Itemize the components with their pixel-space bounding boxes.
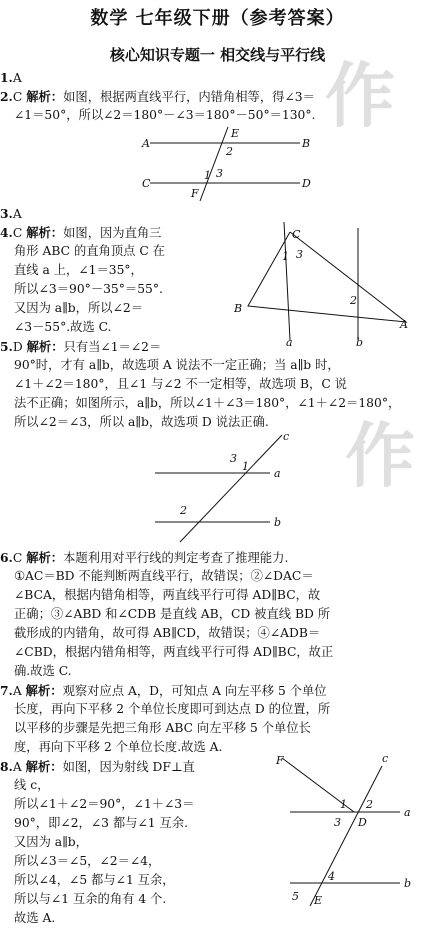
angle-1: 1 <box>340 798 347 811</box>
figure-q5 <box>150 430 300 545</box>
label-B: B <box>302 137 311 150</box>
transversal-ef <box>200 127 228 201</box>
answer-6-line: 正确；③∠ABD 和∠CDB 是直线 AB，CD 被直线 BD 所 <box>14 607 331 621</box>
figure-q2 <box>140 125 315 205</box>
answer-4-line: 所以∠3＝90°－35°＝55°. <box>14 282 163 296</box>
label-c: c <box>382 752 389 765</box>
figure-q4 <box>228 222 418 347</box>
answer-5-line: ∠1＋∠2＝180°，且∠1 与∠2 不一定相等，故选项 B，C 说 <box>14 377 347 391</box>
label-C: C <box>292 228 301 241</box>
angle-2: 2 <box>226 145 233 158</box>
answer-4-line: 又因为 a∥b，所以∠2＝ <box>14 301 143 315</box>
angle-1: 1 <box>204 169 211 182</box>
angle-2: 2 <box>366 798 373 811</box>
answer-6-line: ∠CBD，根据内错角相等，两直线平行可得 AD∥BC，故正 <box>14 645 334 659</box>
label-D: D <box>358 816 367 829</box>
answer-8-line: 线 c， <box>14 778 50 792</box>
answer-8: 8.A 解析：如图，因为射线 DF⊥直 <box>0 759 195 774</box>
angle-3: 3 <box>296 248 303 261</box>
answer-8-line: 所以∠3＝∠5，∠2＝∠4， <box>14 854 161 868</box>
answer-8-line: 故选 A. <box>14 911 56 925</box>
answer-5-line: 所以∠2＝∠3，所以 a∥b，故选项 D 说法正确. <box>14 415 269 429</box>
angle-1: 1 <box>242 460 249 473</box>
answer-6: 6.C 解析：本题利用对平行线的判定考查了推理能力. <box>0 550 289 565</box>
answer-2-line: ∠1＝50°，所以∠2＝180°－∠3＝180°－50°＝130°. <box>14 108 316 122</box>
answer-6-line: 截形成的内错角，故可得 AB∥CD，故错误；④∠ADB＝ <box>14 626 321 640</box>
answer-7-line: 长度，再向下平移 2 个单位长度即可到达点 D 的位置，所 <box>14 702 331 716</box>
label-a: a <box>404 806 411 819</box>
angle-2: 2 <box>180 504 187 517</box>
label-b: b <box>404 877 412 890</box>
answer-5: 5.D 解析：只有当∠1＝∠2＝ <box>0 339 162 354</box>
angle-1: 1 <box>282 250 289 263</box>
label-D: D <box>302 177 311 190</box>
answer-2: 2.C 解析：如图，根据两直线平行，内错角相等，得∠3＝ <box>0 89 315 104</box>
angle-3: 3 <box>216 167 223 180</box>
label-E: E <box>314 894 323 907</box>
label-a: a <box>274 467 281 480</box>
answer-6-line: ∠BCA，根据内错角相等，两直线平行可得 AD∥BC，故 <box>14 588 321 602</box>
label-E: E <box>231 127 240 140</box>
watermark: 作 <box>345 415 415 497</box>
answer-4: 4.C 解析：如图，因为直角三 <box>0 225 162 240</box>
answer-4-line: ∠3－55°.故选 C. <box>14 320 112 334</box>
label-F: F <box>276 754 284 767</box>
answer-6-line: ①AC＝BD 不能判断两直线平行，故错误；②∠DAC＝ <box>14 569 314 583</box>
answer-3: 3.A <box>0 206 22 221</box>
answer-4-line: 角形 ABC 的直角顶点 C 在 <box>14 244 165 258</box>
answer-7: 7.A 解析：观察对应点 A，D，可知点 A 向左平移 5 个单位 <box>0 683 327 698</box>
label-A: A <box>142 137 150 150</box>
triangle-abc <box>248 232 406 322</box>
angle-4: 4 <box>328 870 335 883</box>
answer-8-line: 所以与∠1 互余的角有 4 个. <box>14 892 167 906</box>
angle-3: 3 <box>334 816 341 829</box>
answer-8-line: 所以∠4，∠5 都与∠1 互余， <box>14 873 175 887</box>
answer-6-line: 确.故选 C. <box>14 664 72 678</box>
label-F: F <box>191 187 199 200</box>
answer-8-line: 90°，即∠2，∠3 都与∠1 互余. <box>14 816 188 830</box>
answer-5-line: 90°时，才有 a∥b，故选项 A 说法不一定正确；当 a∥b 时， <box>14 358 340 372</box>
page-title: 数学 七年级下册（参考答案） <box>90 8 345 29</box>
angle-2: 2 <box>350 294 357 307</box>
answer-8-line: 又因为 a∥b， <box>14 835 88 849</box>
angle-3: 3 <box>230 452 237 465</box>
answer-7-line: 度，再向下平移 2 个单位长度.故选 A. <box>14 740 223 754</box>
label-C: C <box>142 177 151 190</box>
label-A: A <box>400 318 408 331</box>
label-b: b <box>274 516 282 529</box>
answer-7-line: 以平移的步骤是先把三角形 ABC 向左平移 5 个单位长 <box>14 721 311 735</box>
label-B: B <box>234 302 243 315</box>
answer-4-line: 直线 a 上，∠1＝35°， <box>14 263 143 277</box>
section-title: 核心知识专题一 相交线与平行线 <box>109 46 326 64</box>
label-a: a <box>286 336 293 347</box>
answer-5-line: 法不正确；如图所示，a∥b，所以∠1＋∠3＝180°，∠1＋∠2＝180°， <box>14 396 401 410</box>
angle-5: 5 <box>292 890 299 903</box>
answer-8-line: 所以∠1＋∠2＝90°，∠1＋∠3＝ <box>14 797 195 811</box>
label-b: b <box>356 336 364 347</box>
answer-1: 1.A <box>0 70 22 85</box>
line-a <box>284 222 290 340</box>
watermark: 作 <box>325 55 395 137</box>
figure-q8 <box>270 750 435 910</box>
label-c: c <box>283 430 290 443</box>
